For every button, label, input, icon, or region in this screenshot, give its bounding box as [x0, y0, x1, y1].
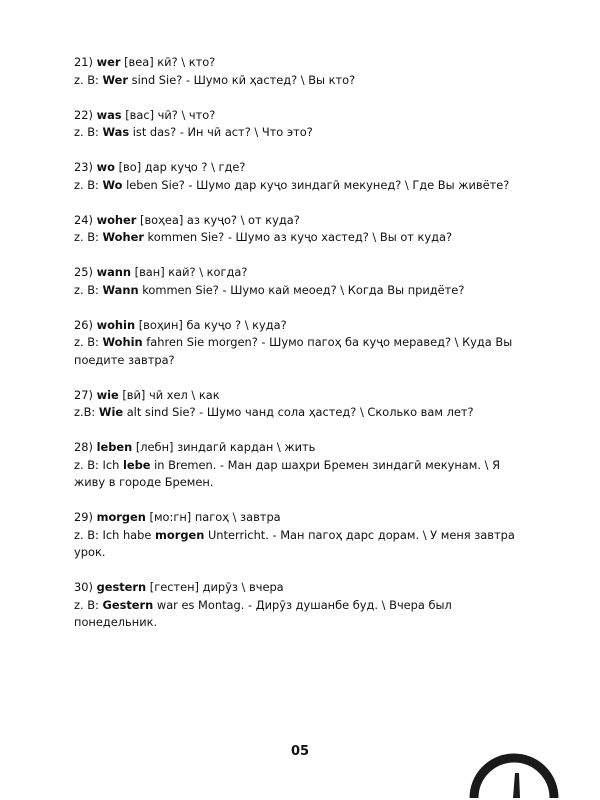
- example-prefix: z. B:: [74, 597, 103, 612]
- example-prefix: z. B:: [74, 230, 103, 244]
- example-prefix: z. B:: [74, 72, 103, 87]
- example-rest: alt sind Sie? - Шумо чанд сола ҳастед? \ Сколько вам лет?: [123, 405, 474, 419]
- example-rest: kommen Sie? - Шумо кай меоед? \ Когда Вы придёте?: [138, 282, 465, 297]
- entry-word: leben: [96, 440, 133, 454]
- example-keyword: Gestern: [102, 597, 154, 612]
- example-rest: war es Montag. - Дирӯз душанбе буд. \ Вчера был понедельник.: [74, 597, 452, 629]
- entry-heading: [74, 264, 524, 282]
- entry-example: [74, 72, 524, 90]
- entry-example: [74, 334, 524, 369]
- vocab-entry-22: [74, 107, 524, 142]
- entry-example: [74, 527, 524, 562]
- entry-example: [74, 597, 524, 632]
- example-prefix: z. B:: [74, 335, 103, 349]
- entry-number: 25): [74, 265, 93, 279]
- example-rest: Unterricht. - Ман пагоҳ дарс дорам. \ У меня завтра урок.: [74, 527, 515, 559]
- entry-word: wo: [96, 160, 115, 174]
- example-rest: ist das? - Ин чӣ аст? \ Что это?: [129, 125, 313, 139]
- entry-example: [74, 404, 524, 422]
- entry-heading: [74, 509, 524, 527]
- example-prefix: z. B: Ich habe: [74, 527, 156, 542]
- vocab-entry-30: [74, 579, 524, 632]
- entry-example: [74, 282, 524, 300]
- entry-number: 21): [74, 55, 93, 69]
- entry-example: [74, 457, 524, 492]
- entry-word: wie: [96, 387, 119, 402]
- example-keyword: morgen: [155, 527, 205, 542]
- example-keyword: Woher: [102, 230, 144, 244]
- example-keyword: Was: [102, 125, 130, 139]
- vocab-entry-23: [74, 159, 524, 194]
- vocab-entry-24: [74, 212, 524, 247]
- entry-translation: [гестен] дирӯз \ вчера: [149, 580, 284, 594]
- example-keyword: Wo: [102, 177, 123, 192]
- example-rest: fahren Sie morgen? - Шумо пагоҳ ба куҷо меравед? \ Куда Вы поедите завтра?: [74, 335, 513, 367]
- example-keyword: Wann: [102, 282, 139, 297]
- vocab-entry-28: [74, 439, 524, 492]
- entry-translation: [вас] чӣ? \ что?: [125, 107, 216, 122]
- entry-translation: [лебн] зиндагӣ кардан \ жить: [135, 440, 316, 454]
- entry-number: 27): [74, 387, 93, 402]
- entry-word: gestern: [96, 580, 147, 594]
- entry-word: woher: [96, 212, 137, 227]
- entry-heading: [74, 212, 524, 230]
- example-prefix: z. B: Ich: [74, 457, 123, 472]
- entry-translation: [веа] кӣ? \ кто?: [124, 55, 216, 69]
- example-prefix: z. B:: [74, 177, 103, 192]
- entry-number: 23): [74, 160, 93, 174]
- entry-heading: [74, 317, 524, 335]
- vocab-entry-29: [74, 509, 524, 562]
- entry-heading: [74, 107, 524, 125]
- entry-translation: [во] дар куҷо ? \ где?: [118, 160, 246, 174]
- vocab-entry-25: [74, 264, 524, 299]
- speedometer-gauge-icon: [462, 740, 566, 800]
- entry-heading: [74, 387, 524, 405]
- entry-heading: [74, 54, 524, 72]
- example-rest: kommen Sie? - Шумо аз куҷо хастед? \ Вы от куда?: [143, 230, 453, 244]
- entry-word: wohin: [96, 317, 136, 332]
- entry-translation: [воҳин] ба куҷо ? \ куда?: [138, 317, 287, 332]
- gauge-needle: [513, 773, 520, 798]
- example-prefix: z.B:: [74, 405, 99, 419]
- entry-word: wann: [96, 265, 132, 279]
- entry-number: 29): [74, 510, 93, 524]
- entry-heading: [74, 579, 524, 597]
- vocab-entry-26: [74, 317, 524, 370]
- example-prefix: z. B:: [74, 125, 103, 139]
- example-keyword: Wie: [98, 405, 124, 419]
- entry-translation: [воҳеа] аз куҷо? \ от куда?: [140, 212, 300, 227]
- example-keyword: Wohin: [102, 335, 143, 349]
- example-rest: in Bremen. - Ман дар шаҳри Бремен зиндагӣ мекунам. \ Я живу в городе Бремен.: [74, 457, 500, 489]
- entry-translation: [ван] кай? \ когда?: [134, 265, 248, 279]
- entry-number: 24): [74, 212, 93, 227]
- entry-example: [74, 177, 524, 195]
- entry-word: wer: [96, 55, 121, 69]
- vocab-entry-21: [74, 54, 524, 89]
- vocab-entry-27: [74, 387, 524, 422]
- entry-word: was: [96, 107, 122, 122]
- entry-translation: [мо:гн] пагоҳ \ завтра: [149, 510, 281, 524]
- page-number: 05: [290, 744, 310, 759]
- entry-number: 26): [74, 317, 93, 332]
- entry-heading: [74, 439, 524, 457]
- entry-example: [74, 124, 524, 142]
- entry-number: 28): [74, 440, 93, 454]
- example-prefix: z. B:: [74, 282, 103, 297]
- entry-number: 22): [74, 107, 93, 122]
- entry-translation: [вӣ] чӣ хел \ как: [122, 387, 220, 402]
- entry-word: morgen: [96, 510, 146, 524]
- example-keyword: lebe: [122, 457, 151, 472]
- vocabulary-list: [74, 54, 524, 649]
- entry-example: [74, 229, 524, 247]
- entry-heading: [74, 159, 524, 177]
- example-rest: sind Sie? - Шумо кӣ ҳастед? \ Вы кто?: [128, 72, 356, 87]
- entry-number: 30): [74, 580, 93, 594]
- example-keyword: Wer: [102, 72, 129, 87]
- example-rest: leben Sie? - Шумо дар куҷо зиндагӣ мекунед? \ Где Вы живёте?: [122, 177, 510, 192]
